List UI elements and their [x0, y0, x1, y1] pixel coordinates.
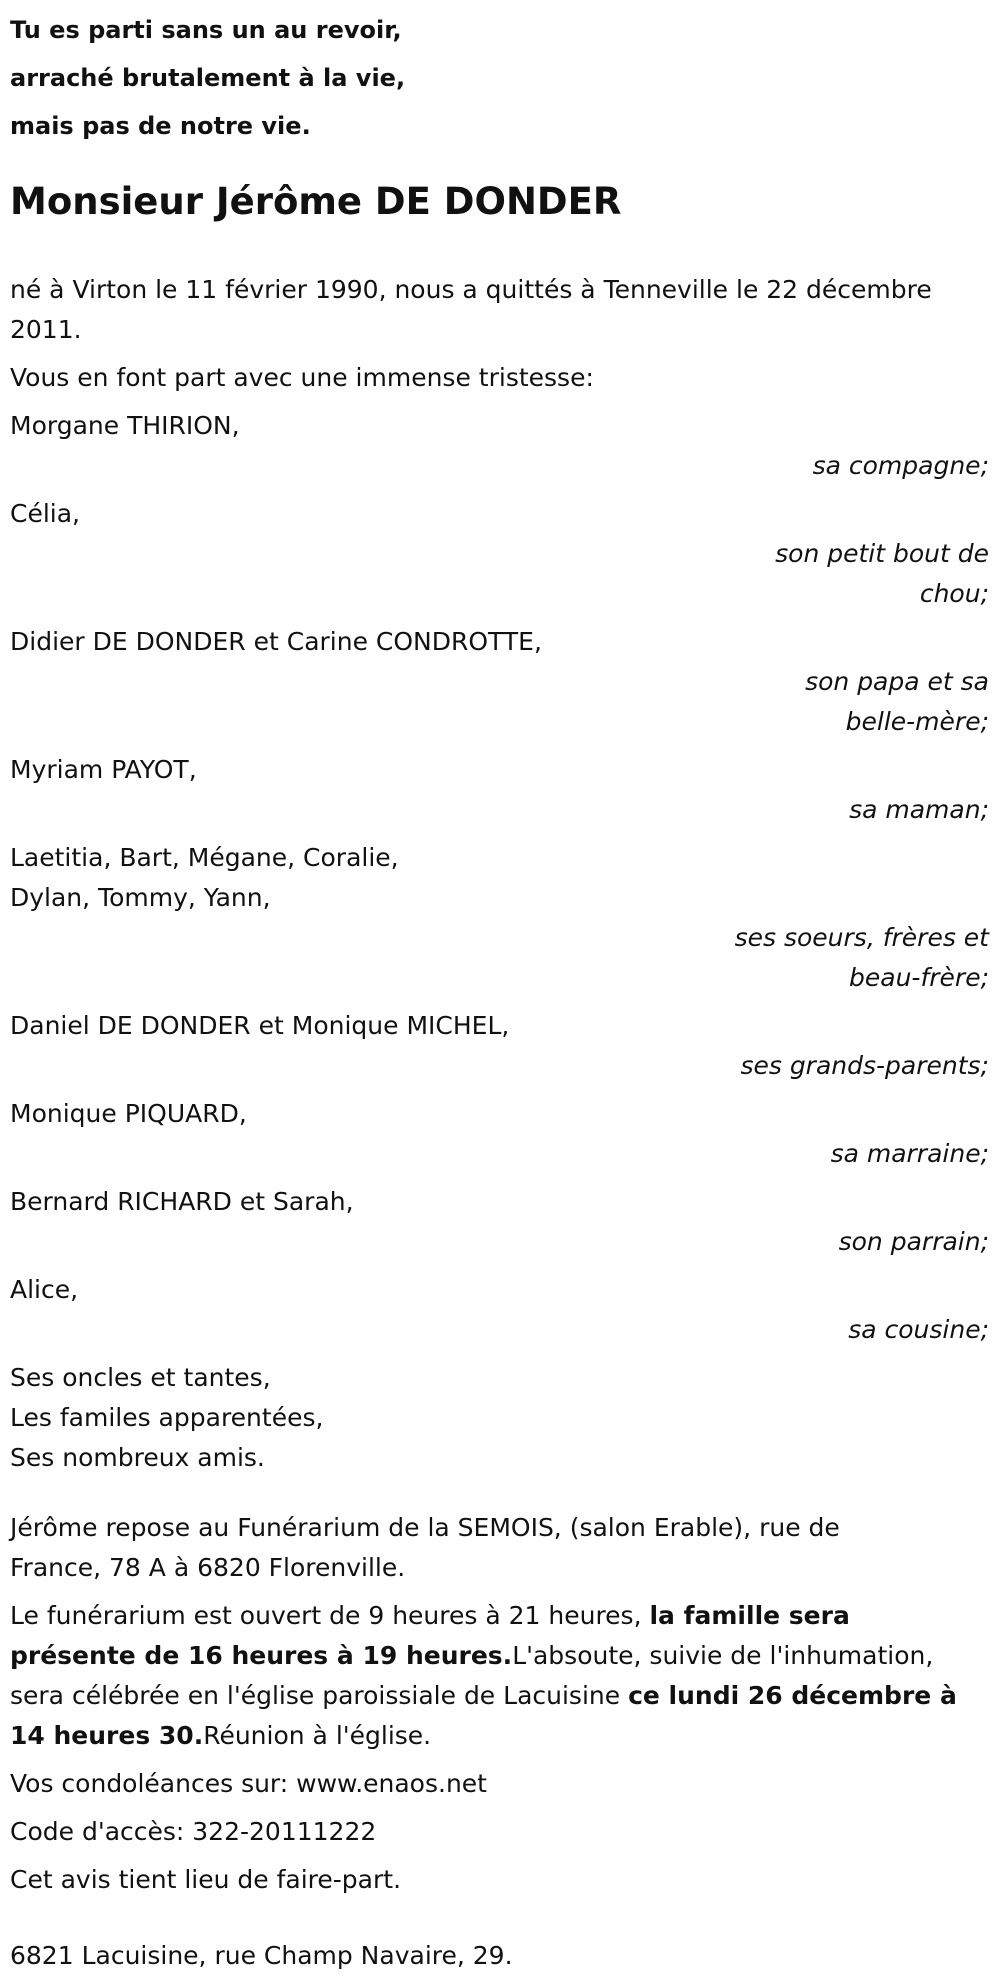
poem — [10, 6, 405, 150]
family-relation: sa maman; — [849, 795, 989, 824]
family-names: Alice, — [10, 1275, 79, 1304]
other-relatives-line: Ses nombreux amis. — [10, 1443, 265, 1472]
funeral-text: L'absoute, suivie de l'inhumation, — [512, 1641, 934, 1670]
repose-line: France, 78 A à 6820 Florenville. — [10, 1553, 406, 1582]
family-entry — [10, 838, 990, 998]
family-entry — [10, 622, 990, 742]
birth-death-line: 2011. — [10, 315, 82, 344]
family-relation: belle-mère; — [845, 707, 989, 736]
family-relation: sa marraine; — [830, 1139, 989, 1168]
family-relation: ses grands-parents; — [740, 1051, 989, 1080]
family-relation: son parrain; — [838, 1227, 989, 1256]
repose-paragraph — [10, 1508, 990, 1588]
family-entry — [10, 1006, 990, 1086]
funeral-text-bold: 14 heures 30. — [10, 1721, 204, 1750]
family-entry — [10, 1094, 990, 1174]
other-relatives — [10, 1358, 990, 1478]
funeral-text: Le funérarium est ouvert de 9 heures à 21 heures, — [10, 1601, 650, 1630]
family-relation: beau-frère; — [849, 963, 989, 992]
funeral-line — [10, 1636, 990, 1676]
family-relation: sa cousine; — [848, 1315, 989, 1344]
poem-line: arraché brutalement à la vie, — [10, 64, 406, 92]
notice-line: Cet avis tient lieu de faire-part. — [10, 1865, 402, 1894]
birth-death-line: né à Virton le 11 février 1990, nous a quittés à Tenneville le 22 décembre — [10, 275, 932, 304]
family-names: Monique PIQUARD, — [10, 1099, 247, 1128]
funeral-line — [10, 1676, 990, 1716]
condolences-line: Vos condoléances sur: www.enaos.net — [10, 1769, 487, 1798]
family-entry — [10, 1182, 990, 1262]
funeral-text-bold: ce lundi 26 décembre à — [628, 1681, 957, 1710]
family-relation: son petit bout de — [775, 539, 989, 568]
funeral-paragraph — [10, 1596, 990, 1756]
funeral-line — [10, 1716, 990, 1756]
family-names: Myriam PAYOT, — [10, 755, 197, 784]
funeral-text-bold: présente de 16 heures à 19 heures. — [10, 1641, 513, 1670]
repose-line: Jérôme repose au Funérarium de la SEMOIS, (salon Erable), rue de — [10, 1513, 840, 1542]
family-relation: sa compagne; — [812, 451, 989, 480]
family-entry — [10, 406, 990, 486]
family-names: Dylan, Tommy, Yann, — [10, 883, 271, 912]
funeral-text-bold: la famille sera — [649, 1601, 850, 1630]
obituary-body — [10, 270, 990, 1976]
family-entry — [10, 494, 990, 614]
family-names: Didier DE DONDER et Carine CONDROTTE, — [10, 627, 542, 656]
funeral-line — [10, 1596, 990, 1636]
poem-line: Tu es parti sans un au revoir, — [10, 16, 402, 44]
family-list — [10, 406, 990, 1350]
access-code-line: Code d'accès: 322-20111222 — [10, 1817, 377, 1846]
family-entry — [10, 1270, 990, 1350]
family-names: Célia, — [10, 499, 80, 528]
family-relation: son papa et sa — [805, 667, 989, 696]
announcement-intro: Vous en font part avec une immense tristesse: — [10, 363, 594, 392]
deceased-name: Monsieur Jérôme DE DONDER — [10, 180, 622, 223]
family-names: Bernard RICHARD et Sarah, — [10, 1187, 354, 1216]
funeral-text: Réunion à l'église. — [203, 1721, 432, 1750]
family-names: Daniel DE DONDER et Monique MICHEL, — [10, 1011, 510, 1040]
family-names: Laetitia, Bart, Mégane, Coralie, — [10, 843, 399, 872]
funeral-text: sera célébrée en l'église paroissiale de Lacuisine — [10, 1681, 629, 1710]
other-relatives-line: Ses oncles et tantes, — [10, 1363, 271, 1392]
family-relation: chou; — [919, 579, 989, 608]
family-entry — [10, 750, 990, 830]
family-relation: ses soeurs, frères et — [734, 923, 989, 952]
family-names: Morgane THIRION, — [10, 411, 240, 440]
other-relatives-line: Les familes apparentées, — [10, 1403, 324, 1432]
poem-line: mais pas de notre vie. — [10, 112, 311, 140]
address-line: 6821 Lacuisine, rue Champ Navaire, 29. — [10, 1941, 513, 1970]
